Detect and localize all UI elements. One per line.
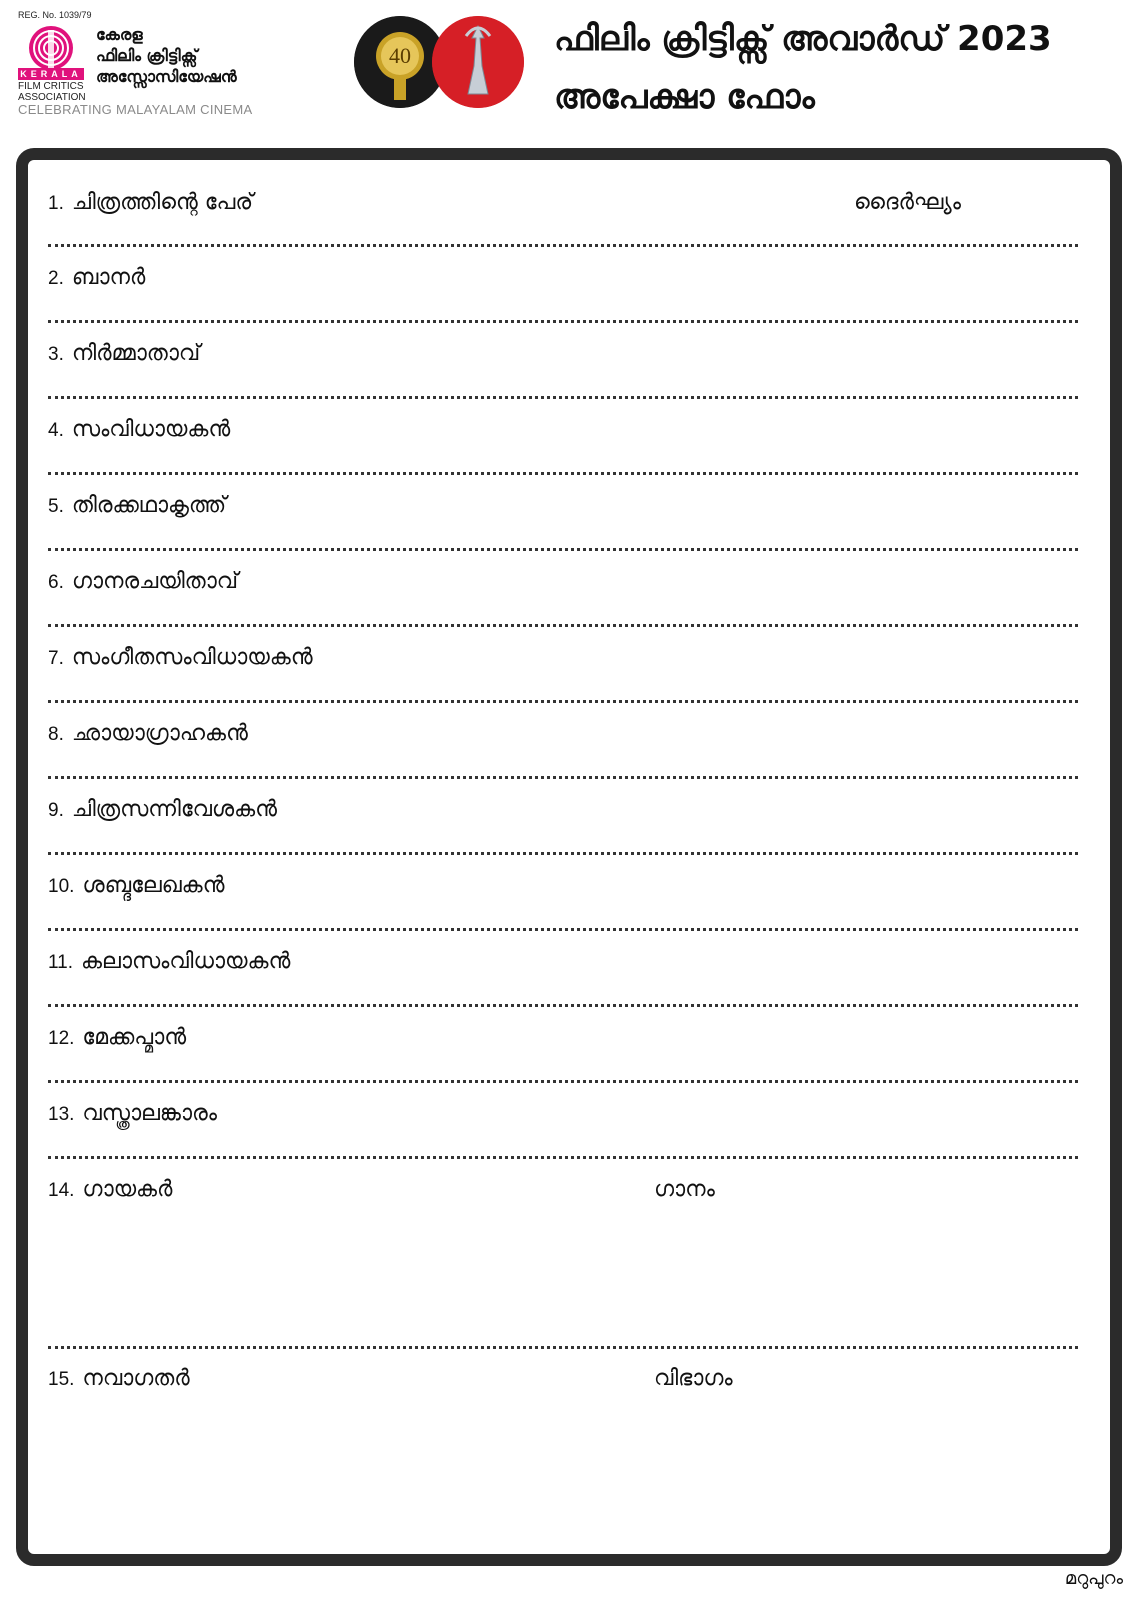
- fill-line-banner[interactable]: [48, 320, 1078, 323]
- award-statuette-icon: [432, 16, 524, 108]
- field-label: നവാഗതർ: [82, 1366, 190, 1391]
- field-song-label: ഗാനം: [654, 1177, 715, 1202]
- logo-malayalam-name: [96, 24, 237, 87]
- logo-kerala-strip: KERALA: [18, 68, 84, 80]
- field-number: 4.: [48, 420, 64, 441]
- logo-english-line1: FILM CRITICS: [18, 81, 84, 92]
- field-number: 11.: [48, 952, 74, 973]
- fill-line-producer[interactable]: [48, 396, 1078, 399]
- field-number: 5.: [48, 496, 64, 517]
- registration-number: REG. No. 1039/79: [18, 10, 92, 20]
- form-title-line2: അപേക്ഷാ ഫോം: [554, 77, 815, 117]
- field-number: 3.: [48, 344, 64, 365]
- field-number: 14.: [48, 1180, 75, 1201]
- logo-tagline: CELEBRATING MALAYALAM CINEMA: [18, 102, 253, 117]
- field-label: ശബ്ദലേഖകൻ: [82, 873, 225, 898]
- fill-line-makeup-artist[interactable]: [48, 1080, 1078, 1083]
- fill-line-film-title[interactable]: [48, 244, 1078, 247]
- fill-line-lyricist[interactable]: [48, 624, 1078, 627]
- field-number: 2.: [48, 268, 64, 289]
- field-category-label: വിഭാഗം: [654, 1366, 733, 1391]
- field-number: 6.: [48, 572, 64, 593]
- logo-malayalam-line2: ഫിലിം ക്രിട്ടിക്സ്: [96, 46, 198, 65]
- field-number: 12.: [48, 1028, 75, 1049]
- field-label: കലാസംവിധായകൻ: [81, 949, 291, 974]
- logo-english-name: [18, 81, 90, 103]
- fill-line-costume-designer[interactable]: [48, 1156, 1078, 1159]
- field-number: 9.: [48, 800, 64, 821]
- fill-line-editor[interactable]: [48, 852, 1078, 855]
- field-label: ചിത്രസന്നിവേശകൻ: [71, 797, 277, 822]
- association-logo: [16, 10, 276, 122]
- form-header: [0, 0, 1133, 140]
- field-label: ഛായാഗ്രാഹകൻ: [71, 721, 248, 746]
- field-number: 8.: [48, 724, 64, 745]
- logo-malayalam-line3: അസ്സോസിയേഷൻ: [96, 67, 237, 86]
- field-label: ഗാനരചയിതാവ്: [71, 569, 239, 594]
- field-label: മേക്കപ്മാൻ: [82, 1025, 187, 1050]
- field-label: ബാനർ: [71, 265, 146, 290]
- fill-line-singers[interactable]: [48, 1346, 1078, 1349]
- overleaf-note: മറുപുറം: [1064, 1568, 1123, 1589]
- form-title: [554, 10, 1052, 126]
- field-label: ഗായകർ: [82, 1177, 173, 1202]
- field-label: നിർമ്മാതാവ്: [71, 341, 201, 366]
- field-label: തിരക്കഥാകൃത്ത്: [71, 493, 227, 518]
- fill-line-director[interactable]: [48, 472, 1078, 475]
- fill-line-music-director[interactable]: [48, 700, 1078, 703]
- form-title-line1: ഫിലിം ക്രിട്ടിക്സ് അവാർഡ് 2023: [554, 19, 1052, 59]
- fill-line-art-director[interactable]: [48, 1004, 1078, 1007]
- field-number: 15.: [48, 1369, 75, 1390]
- badge-number: 40: [389, 43, 411, 68]
- fill-line-sound-recordist[interactable]: [48, 928, 1078, 931]
- field-number: 7.: [48, 648, 64, 669]
- field-number: 13.: [48, 1104, 75, 1125]
- field-label: ചിത്രത്തിന്റെ പേര്: [71, 190, 254, 215]
- field-duration-label: ദൈർഘ്യം: [854, 190, 961, 215]
- fill-line-cinematographer[interactable]: [48, 776, 1078, 779]
- fill-line-screenwriter[interactable]: [48, 548, 1078, 551]
- logo-malayalam-line1: കേരള: [96, 25, 143, 44]
- field-number: 10.: [48, 876, 75, 897]
- field-label: വസ്ത്രാലങ്കാരം: [82, 1101, 217, 1126]
- field-number: 1.: [48, 193, 64, 214]
- field-label: സംഗീതസംവിധായകൻ: [71, 645, 313, 670]
- field-label: സംവിധായകൻ: [71, 417, 231, 442]
- logo-english-line2: ASSOCIATION: [18, 92, 86, 103]
